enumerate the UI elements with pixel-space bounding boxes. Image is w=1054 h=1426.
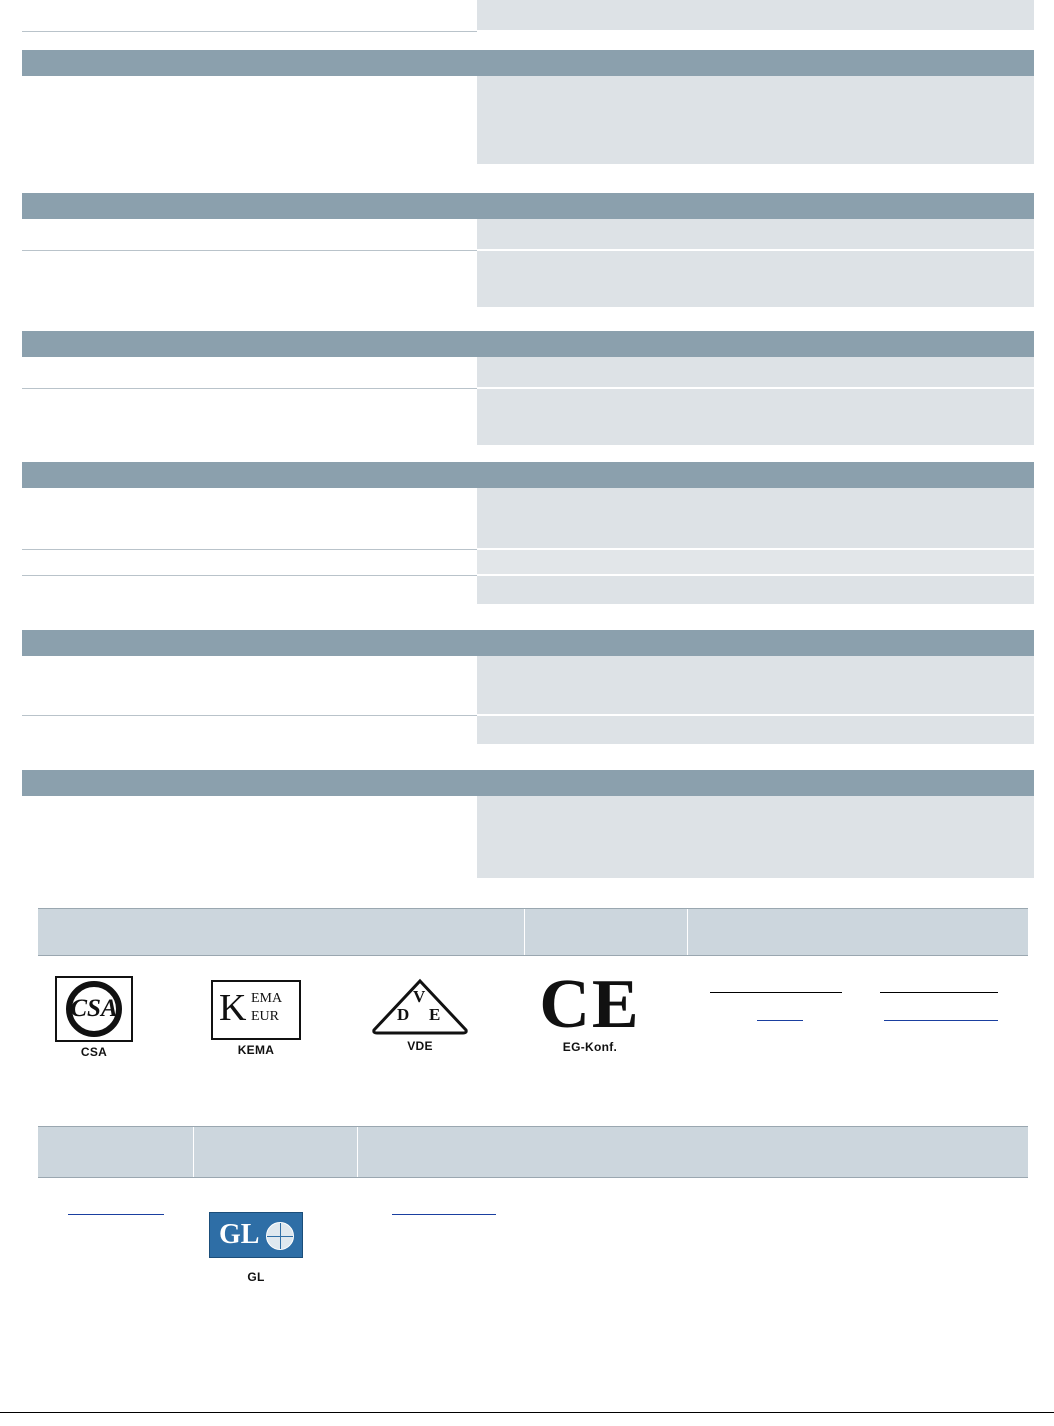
csa-mark [55,976,133,1042]
approval-link-5-underline [68,1214,164,1215]
spec-section-5 [22,462,1034,606]
section-header-bar [22,462,1034,488]
approvals-table-2-col-2 [194,1127,358,1177]
spec-section-top-partial [22,0,1034,32]
vde-letter-v: V [413,987,426,1006]
spec-row [22,76,1034,166]
approval-link-1-underline [710,992,842,993]
vde-mark [371,978,469,1036]
spec-section-3 [22,193,1034,309]
spec-value-cell [477,251,1034,309]
spec-row [22,576,1034,606]
vde-letter-e: E [429,1005,441,1024]
csa-letters: CSA [70,995,118,1022]
spec-label-cell [22,656,477,716]
section-header-bar [22,630,1034,656]
spec-value-cell [477,550,1034,576]
spec-value-cell [477,219,1034,251]
spec-row [22,0,1034,32]
approval-link-6-underline [392,1214,496,1215]
spec-label-cell [22,0,477,32]
approval-link-2[interactable] [880,984,998,998]
approvals-table-2 [38,1126,1028,1178]
kema-logo [196,980,316,1057]
ce-caption: EG-Konf. [562,1040,618,1054]
vde-logo [360,978,480,1053]
section-header-bar [22,331,1034,357]
ce-mark: CE [539,966,641,1043]
kema-letter-k: K [219,987,247,1029]
spec-row [22,716,1034,746]
spec-row [22,488,1034,550]
kema-line-1: EMA [251,991,283,1006]
spec-value-cell [477,576,1034,606]
spec-value-cell [477,389,1034,447]
spec-row [22,251,1034,309]
spec-value-cell [477,716,1034,746]
approval-link-4-underline [884,1020,998,1021]
approvals-table-1 [38,908,1028,956]
gl-letters: GL [219,1219,260,1250]
spec-value-cell [477,488,1034,550]
gl-logo [208,1212,304,1284]
spec-label-cell [22,357,477,389]
approvals-table-1-col-1 [38,909,525,955]
globe-icon [266,1222,294,1250]
csa-caption: CSA [80,1045,108,1059]
approval-link-1[interactable] [710,984,842,998]
approval-link-5[interactable] [68,1206,164,1220]
spec-label-cell [22,716,477,746]
spec-label-cell [22,488,477,550]
section-header-bar [22,770,1034,796]
approvals-table-1-col-3 [688,909,1028,955]
vde-caption: VDE [407,1039,433,1053]
kema-line-2: EUR [251,1009,279,1024]
gl-caption: GL [247,1270,265,1284]
approval-link-3-underline [757,1020,803,1021]
page-footer-rule [0,1412,1054,1413]
approvals-table-1-col-2 [525,909,688,955]
spec-label-cell [22,576,477,606]
spec-row [22,796,1034,880]
vde-letter-d: D [397,1005,410,1024]
approvals-table-2-col-1 [38,1127,194,1177]
section-header-bar [22,50,1034,76]
spec-label-cell [22,219,477,251]
section-header-bar [22,193,1034,219]
kema-caption: KEMA [237,1043,275,1057]
ce-logo [520,966,660,1054]
spec-row [22,656,1034,716]
spec-section-7 [22,770,1034,880]
spec-section-2 [22,50,1034,166]
spec-label-cell [22,550,477,576]
spec-row [22,550,1034,576]
spec-value-cell [477,656,1034,716]
kema-mark [211,980,301,1040]
spec-label-cell [22,796,477,880]
csa-logo [42,976,146,1059]
spec-label-cell [22,389,477,447]
spec-value-cell [477,0,1034,32]
approvals-table-2-col-3 [358,1127,1028,1177]
spec-row [22,357,1034,389]
kema-lines [251,990,282,1026]
spec-value-cell [477,796,1034,880]
spec-section-4 [22,331,1034,447]
spec-label-cell [22,76,477,166]
gl-mark [209,1212,303,1258]
approval-link-3[interactable] [757,1012,803,1026]
approval-link-2-underline [880,992,998,993]
spec-section-6 [22,630,1034,746]
spec-row [22,219,1034,251]
spec-value-cell [477,357,1034,389]
spec-value-cell [477,76,1034,166]
approval-link-4[interactable] [884,1012,998,1026]
vde-letters [371,978,469,1036]
spec-label-cell [22,251,477,309]
spec-row [22,389,1034,447]
approval-link-6[interactable] [392,1206,496,1220]
